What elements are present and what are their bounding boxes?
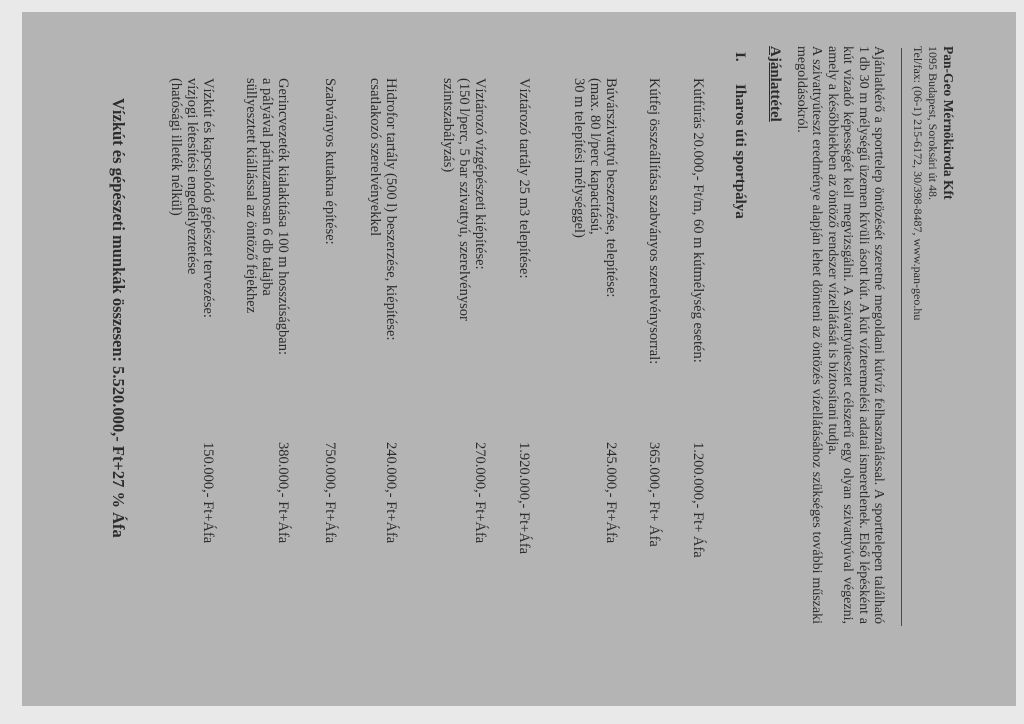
section-number: I. <box>732 52 748 62</box>
line-item <box>690 78 706 363</box>
item-description: Gerincvezeték kialakítása 100 m hosszúságban: <box>275 78 291 356</box>
line-item <box>322 78 338 245</box>
item-description: vízjogi létesítési engedélyeztetése <box>184 78 200 275</box>
company-name: Pan-Geo Mérnökiroda Kft <box>941 46 956 200</box>
intro-paragraph: A szivattyúteszt eredménye alapján lehet dönteni az öntözés vízellátásához szükséges további műszaki megoldásokról. <box>793 46 825 624</box>
item-description: (150 l/perc, 5 bar szivattyú, szerelvénysor <box>456 78 472 321</box>
item-price: 750.000,- Ft+Áfa <box>322 442 338 544</box>
intro-text <box>794 46 886 624</box>
item-description: Vízkút és kapcsolódó gépészet tervezése: <box>200 78 216 318</box>
item-description: süllyesztett kiállással az öntöző fejekhez <box>243 78 259 314</box>
company-contact: Tel/fax: (06-1) 215-6172, 30/398-8487, www.pan-geo.hu <box>911 46 925 321</box>
item-price: 240.000,- Ft+Áfa <box>383 442 399 544</box>
item-description: Kútfúrás 20.000,- Ft/m, 60 m kútmélység esetén: <box>690 78 706 363</box>
item-price: 1.200.000,- Ft+ Áfa <box>690 442 706 558</box>
line-item <box>168 78 216 318</box>
item-description: Kútfej összeállítása szabványos szerelvénysorral: <box>646 78 662 365</box>
offer-title: Ajánlattétel <box>767 46 783 122</box>
item-description: szintszabályzás) <box>440 78 456 173</box>
line-item <box>571 78 619 297</box>
line-item <box>516 78 532 279</box>
grand-total: Vízkút és gépészeti munkák összesen: 5.520.000,- Ft+27 % Áfa <box>109 98 128 538</box>
section-heading <box>731 52 748 219</box>
company-address: 1095 Budapest, Soroksári út 48. <box>926 46 940 200</box>
item-description: (max. 80 l/perc kapacitású, <box>587 78 603 235</box>
item-price: 365.000,- Ft+ Áfa <box>646 442 662 547</box>
intro-paragraph: Ajánlatkérő a sporttelep öntözését szeretné megoldani kútvíz felhasználással. A sporttelepen található 1 db 30 m mélységű üzemen kívüli ásott kút. A kút vízteremelési adatai ismeretlenek. Első lépésként a kút vízadó képességét kell megvizsgálni. A szivattyútesztet célszerű egy olyan szivattyúval végezni, amely a későbbiekben az öntöző rendszer vízellátását is biztosítani tudja. <box>824 46 886 624</box>
item-description: a pályával párhuzamosan 6 db talajba <box>259 78 275 296</box>
item-description: 30 m telepítési mélységgel) <box>571 78 587 238</box>
item-price: 1.920.000,- Ft+Áfa <box>516 442 532 555</box>
item-description: Víztározó tartály 25 m3 telepítése: <box>516 78 532 279</box>
item-price: 150.000,- Ft+Áfa <box>200 442 216 544</box>
item-price: 245.000,- Ft+Áfa <box>603 442 619 544</box>
item-price: 380.000,- Ft+Áfa <box>275 442 291 544</box>
item-description: Búvárszivattyú beszerzése, telepítése: <box>603 78 619 298</box>
item-price: 270.000,- Ft+Áfa <box>472 442 488 544</box>
line-item <box>646 78 662 364</box>
header-divider <box>901 48 902 626</box>
item-description: Víztározó vízgépészeti kiépítése: <box>472 78 488 270</box>
item-description: Hidrofor tartály (500 l) beszerzése, kiépítése: <box>383 78 399 341</box>
section-title: Iharos úti sportpálya <box>732 84 748 219</box>
line-item <box>243 78 291 355</box>
line-item <box>367 78 399 341</box>
item-description: csatlakozó szerelvényekkel <box>367 78 383 237</box>
line-item <box>440 78 488 321</box>
item-description: Szabványos kutakna építése: <box>322 78 338 245</box>
document-page <box>22 12 1016 706</box>
item-description: (hatósági illeték nélkül) <box>168 78 184 216</box>
scanned-document <box>22 12 1016 706</box>
